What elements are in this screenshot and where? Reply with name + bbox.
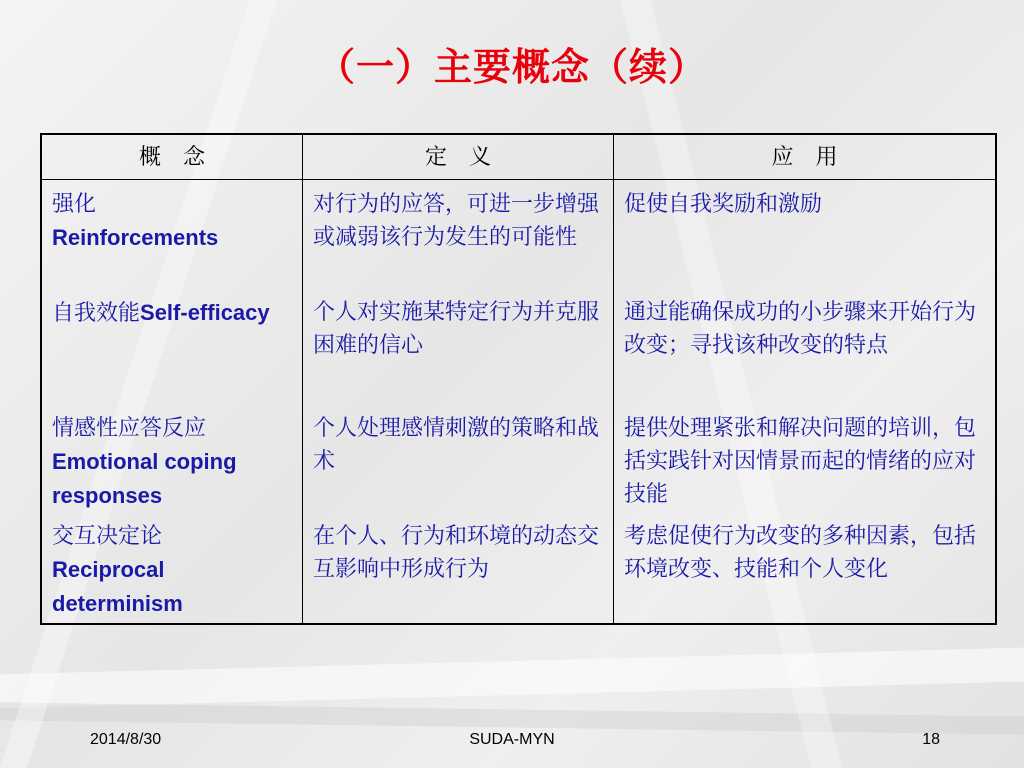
concept-en: Emotional coping responses (52, 449, 237, 508)
definition-entry: 对行为的应答，可进一步增强或减弱该行为发生的可能性 (313, 192, 600, 250)
slide-title: （一）主要概念（续） (316, 45, 707, 89)
concept-entry (52, 296, 292, 412)
header-definition: 定 义 (303, 134, 614, 180)
slide-footer (0, 731, 1024, 755)
concept-cn: 交互决定论 (52, 524, 163, 549)
application-entry: 提供处理紧张和解决问题的培训，包括实践针对因情景而起的情绪的应对技能 (624, 416, 977, 507)
concept-cell (41, 180, 303, 625)
application-entry: 考虑促使行为改变的多种因素，包括环境改变、技能和个人变化 (624, 524, 977, 582)
footer-org: SUDA-MYN (469, 731, 555, 748)
concept-entry (52, 188, 292, 296)
definition-entry: 个人处理感情刺激的策略和战术 (313, 416, 600, 474)
application-entry: 促使自我奖励和激励 (624, 192, 823, 217)
header-application: 应 用 (614, 134, 997, 180)
concept-en: Self-efficacy (140, 300, 270, 325)
concept-en: Reciprocal determinism (52, 557, 183, 616)
background-stripe (0, 643, 1024, 711)
table-header-row (41, 134, 996, 180)
definition-entry: 个人对实施某特定行为并克服困难的信心 (313, 300, 600, 358)
concept-cn: 情感性应答反应 (52, 416, 207, 441)
application-entry: 通过能确保成功的小步骤来开始行为改变；寻找该种改变的特点 (624, 300, 977, 358)
concept-entry (52, 520, 292, 621)
concept-cn: 强化 (52, 192, 97, 217)
page-number: 18 (922, 731, 940, 748)
concept-table (40, 133, 997, 625)
application-cell (614, 180, 997, 625)
concept-entry (52, 412, 292, 520)
header-concept: 概 念 (41, 134, 303, 180)
definition-cell (303, 180, 614, 625)
table-row (41, 180, 996, 625)
footer-date: 2014/8/30 (90, 731, 162, 748)
concept-cn: 自我效能 (52, 301, 141, 326)
concept-en: Reinforcements (52, 225, 219, 250)
definition-entry: 在个人、行为和环境的动态交互影响中形成行为 (313, 524, 600, 582)
